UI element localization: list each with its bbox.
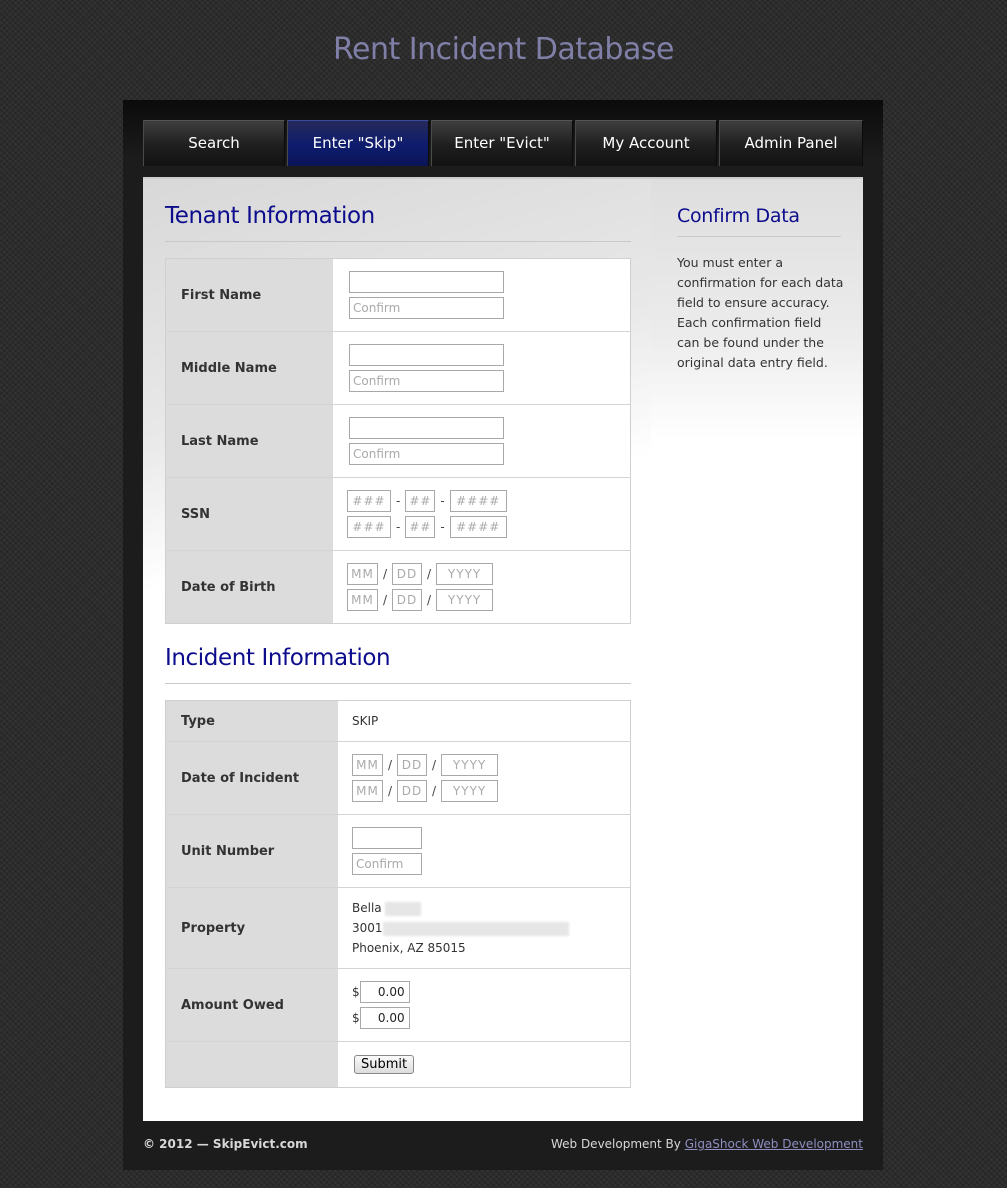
dob-row (347, 563, 630, 585)
property-line (352, 898, 630, 918)
form-row (166, 701, 631, 742)
incident-form (165, 700, 631, 1088)
amount-owed-confirm-input[interactable] (360, 1007, 410, 1029)
incident-date-cell (338, 742, 631, 815)
amount-owed-cell (338, 969, 631, 1042)
date-separator: / (388, 758, 393, 772)
form-row (166, 742, 631, 815)
property-street: 3001 (352, 921, 383, 935)
dob-confirm-month-input[interactable] (347, 589, 378, 611)
date-separator: / (388, 784, 393, 798)
ssn-cell (333, 478, 631, 551)
first-name-cell (333, 259, 631, 332)
dob-confirm-year-input[interactable] (436, 589, 493, 611)
nav-enter-skip[interactable]: Enter "Skip" (287, 120, 429, 166)
first-name-label: First Name (166, 259, 334, 332)
nav-admin-panel[interactable]: Admin Panel (719, 120, 863, 166)
submit-cell (338, 1042, 631, 1088)
ssn-confirm-row (347, 516, 630, 538)
main-nav (143, 120, 863, 166)
unit-number-label: Unit Number (166, 815, 339, 888)
empty-label-cell (166, 1042, 339, 1088)
redaction (383, 922, 569, 936)
last-name-confirm-input[interactable] (349, 443, 504, 465)
ssn-label: SSN (166, 478, 334, 551)
amount-owed-label: Amount Owed (166, 969, 339, 1042)
type-value: SKIP (352, 714, 379, 728)
incident-confirm-day-input[interactable] (397, 780, 427, 802)
incident-confirm-year-input[interactable] (441, 780, 498, 802)
nav-my-account[interactable]: My Account (575, 120, 717, 166)
dob-label: Date of Birth (166, 551, 334, 624)
date-separator: / (383, 593, 388, 607)
dob-day-input[interactable] (392, 563, 422, 585)
ssn-separator: - (440, 520, 445, 534)
content-panel (143, 177, 863, 1121)
last-name-cell (333, 405, 631, 478)
tenant-form (165, 258, 631, 624)
footer-credit (551, 1137, 863, 1151)
property-name: Bella (352, 901, 382, 915)
incident-date-confirm-row (352, 780, 630, 802)
ssn-separator: - (396, 520, 401, 534)
ssn-confirm-part2-input[interactable] (405, 516, 435, 538)
nav-enter-evict[interactable]: Enter "Evict" (431, 120, 573, 166)
dob-cell (333, 551, 631, 624)
form-row (166, 478, 631, 551)
incident-month-input[interactable] (352, 754, 383, 776)
date-separator: / (383, 567, 388, 581)
ssn-separator: - (396, 494, 401, 508)
middle-name-label: Middle Name (166, 332, 334, 405)
footer-copyright: © 2012 — SkipEvict.com (143, 1137, 308, 1151)
last-name-label: Last Name (166, 405, 334, 478)
ssn-row (347, 490, 630, 512)
property-line (352, 918, 630, 938)
ssn-part2-input[interactable] (405, 490, 435, 512)
ssn-confirm-part3-input[interactable] (450, 516, 507, 538)
dob-year-input[interactable] (436, 563, 493, 585)
sidebar-heading: Confirm Data (677, 205, 800, 227)
date-separator: / (427, 567, 432, 581)
incident-heading: Incident Information (165, 645, 391, 671)
first-name-confirm-input[interactable] (349, 297, 504, 319)
footer-credit-prefix: Web Development By (550, 1137, 685, 1151)
sidebar-text: You must enter a confirmation for each data field to ensure accuracy. Each confirmation field can be found under the original data entry field. (677, 255, 844, 370)
middle-name-cell (333, 332, 631, 405)
date-separator: / (432, 784, 437, 798)
first-name-input[interactable] (349, 271, 504, 293)
ssn-separator: - (440, 494, 445, 508)
dob-confirm-row (347, 589, 630, 611)
divider (677, 236, 841, 237)
last-name-input[interactable] (349, 417, 504, 439)
property-label: Property (166, 888, 339, 969)
form-row (166, 332, 631, 405)
unit-number-input[interactable] (352, 827, 422, 849)
form-row (166, 551, 631, 624)
unit-number-cell (338, 815, 631, 888)
property-city: Phoenix, AZ 85015 (352, 941, 466, 955)
amount-owed-input[interactable] (360, 981, 410, 1003)
site-title: Rent Incident Database (333, 32, 674, 67)
dob-month-input[interactable] (347, 563, 378, 585)
nav-search[interactable]: Search (143, 120, 285, 166)
incident-confirm-month-input[interactable] (352, 780, 383, 802)
submit-button[interactable]: Submit (354, 1055, 414, 1074)
form-row (166, 1042, 631, 1088)
dob-confirm-day-input[interactable] (392, 589, 422, 611)
amount-confirm-row (352, 1007, 630, 1029)
ssn-part3-input[interactable] (450, 490, 507, 512)
currency-symbol: $ (352, 1011, 360, 1025)
property-address (338, 888, 631, 969)
divider (165, 241, 631, 242)
incident-day-input[interactable] (397, 754, 427, 776)
divider (165, 683, 631, 684)
incident-date-label: Date of Incident (166, 742, 339, 815)
ssn-confirm-part1-input[interactable] (347, 516, 391, 538)
form-row (166, 815, 631, 888)
form-row (166, 405, 631, 478)
middle-name-confirm-input[interactable] (349, 370, 504, 392)
type-label: Type (166, 701, 339, 742)
middle-name-input[interactable] (349, 344, 504, 366)
unit-number-confirm-input[interactable] (352, 853, 422, 875)
amount-row (352, 981, 630, 1003)
ssn-part1-input[interactable] (347, 490, 391, 512)
redaction (385, 902, 421, 916)
form-row (166, 888, 631, 969)
incident-year-input[interactable] (441, 754, 498, 776)
currency-symbol: $ (352, 985, 360, 999)
form-row (166, 969, 631, 1042)
date-separator: / (427, 593, 432, 607)
form-row (166, 259, 631, 332)
incident-date-row (352, 754, 630, 776)
date-separator: / (432, 758, 437, 772)
tenant-heading: Tenant Information (165, 203, 375, 229)
footer-credit-link[interactable]: GigaShock Web Development (684, 1137, 863, 1151)
